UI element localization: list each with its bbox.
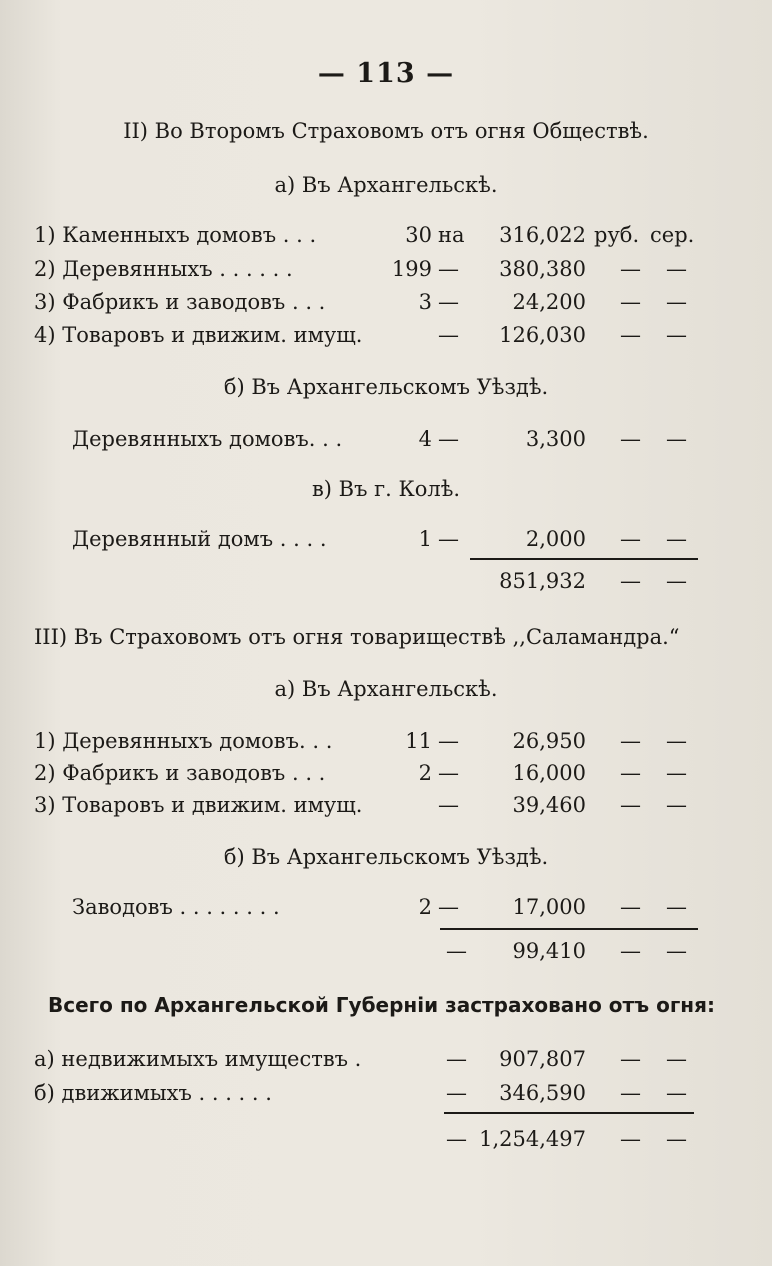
- section-3-sub-b: б) Въ Архангельскомъ Уѣздѣ.: [223, 845, 549, 869]
- section-3-title: III) Въ Страховомъ отъ огня товариществѣ ,,Саламандра.“: [34, 625, 680, 649]
- row-label: а) недвижимыхъ имуществъ .: [34, 1047, 362, 1071]
- row-amount: 126,030: [499, 323, 586, 347]
- row-label: 2) Фабрикъ и заводовъ . . .: [34, 761, 326, 785]
- row-unit-2: —: [666, 290, 687, 314]
- row-label: Заводовъ . . . . . . . .: [72, 895, 280, 919]
- row-label: 3) Фабрикъ и заводовъ . . .: [34, 290, 326, 314]
- sum-rule: [470, 558, 698, 560]
- total-unit-1: —: [620, 1127, 641, 1151]
- row-amount: 26,950: [512, 729, 586, 753]
- summary-title: Всего по Архангельской Губернiи застраховано отъ огня:: [48, 993, 715, 1017]
- row-unit-2: —: [666, 323, 687, 347]
- row-label: б) движимыхъ . . . . . .: [34, 1081, 272, 1105]
- row-label: 3) Товаровъ и движим. имущ.: [34, 793, 363, 817]
- row-count: 199: [391, 257, 432, 281]
- row-amount: 16,000: [512, 761, 586, 785]
- section-3-sub-a: а) Въ Архангельскѣ.: [274, 677, 498, 701]
- total-unit-1: —: [620, 939, 641, 963]
- row-count: 2: [418, 895, 432, 919]
- total-unit-1: —: [620, 569, 641, 593]
- total-dash: —: [446, 1127, 467, 1151]
- section-2-sub-a: а) Въ Архангельскѣ.: [274, 173, 498, 197]
- row-dash: —: [438, 257, 459, 281]
- row-dash: —: [438, 895, 459, 919]
- row-label: Деревянныхъ домовъ. . .: [72, 427, 343, 451]
- section-2-sub-b: б) Въ Архангельскомъ Уѣздѣ.: [223, 375, 549, 399]
- row-unit-2: —: [666, 427, 687, 451]
- row-count: 4: [418, 427, 432, 451]
- row-unit-2: —: [666, 729, 687, 753]
- row-unit-1: —: [620, 257, 641, 281]
- row-unit-2: сер.: [650, 223, 695, 247]
- row-unit-2: —: [666, 793, 687, 817]
- row-unit-1: —: [620, 1047, 641, 1071]
- row-amount: 3,300: [525, 427, 586, 451]
- row-unit-2: —: [666, 1081, 687, 1105]
- row-unit-2: —: [666, 527, 687, 551]
- row-amount: 346,590: [499, 1081, 586, 1105]
- row-unit-1: —: [620, 290, 641, 314]
- row-label: 4) Товаровъ и движим. имущ.: [34, 323, 363, 347]
- row-unit-1: руб.: [594, 223, 640, 247]
- row-dash: —: [446, 1081, 467, 1105]
- row-dash: —: [438, 793, 459, 817]
- row-amount: 2,000: [525, 527, 586, 551]
- row-amount: 17,000: [512, 895, 586, 919]
- row-unit-1: —: [620, 761, 641, 785]
- row-dash: на: [438, 223, 465, 247]
- row-dash: —: [438, 527, 459, 551]
- total-amount: 1,254,497: [479, 1127, 586, 1151]
- row-count: 2: [418, 761, 432, 785]
- row-amount: 24,200: [512, 290, 586, 314]
- row-label: 1) Деревянныхъ домовъ. . .: [34, 729, 333, 753]
- row-unit-2: —: [666, 761, 687, 785]
- row-dash: —: [438, 761, 459, 785]
- row-dash: —: [438, 427, 459, 451]
- row-unit-2: —: [666, 1047, 687, 1071]
- row-unit-1: —: [620, 729, 641, 753]
- row-count: 1: [418, 527, 432, 551]
- total-dash: —: [446, 939, 467, 963]
- total-unit-2: —: [666, 1127, 687, 1151]
- row-unit-1: —: [620, 427, 641, 451]
- sum-rule: [444, 1112, 694, 1114]
- row-amount: 39,460: [512, 793, 586, 817]
- row-dash: —: [438, 290, 459, 314]
- row-unit-2: —: [666, 257, 687, 281]
- row-unit-1: —: [620, 895, 641, 919]
- row-amount: 316,022: [499, 223, 586, 247]
- row-amount: 907,807: [499, 1047, 586, 1071]
- total-amount: 851,932: [499, 569, 586, 593]
- page-number: — 113 —: [317, 58, 455, 89]
- row-count: 3: [418, 290, 432, 314]
- row-unit-2: —: [666, 895, 687, 919]
- total-unit-2: —: [666, 939, 687, 963]
- row-dash: —: [446, 1047, 467, 1071]
- row-dash: —: [438, 729, 459, 753]
- total-amount: 99,410: [512, 939, 586, 963]
- row-label: 1) Каменныхъ домовъ . . .: [34, 223, 317, 247]
- row-label: 2) Деревянныхъ . . . . . .: [34, 257, 293, 281]
- sum-rule: [440, 928, 698, 930]
- total-unit-2: —: [666, 569, 687, 593]
- row-dash: —: [438, 323, 459, 347]
- row-unit-1: —: [620, 793, 641, 817]
- row-unit-1: —: [620, 323, 641, 347]
- section-2-sub-c: в) Въ г. Колѣ.: [311, 477, 461, 501]
- row-amount: 380,380: [499, 257, 586, 281]
- row-label: Деревянный домъ . . . .: [72, 527, 327, 551]
- row-unit-1: —: [620, 527, 641, 551]
- section-2-title: II) Во Второмъ Страховомъ отъ огня Обществѣ.: [123, 119, 649, 143]
- row-count: 11: [405, 729, 432, 753]
- row-unit-1: —: [620, 1081, 641, 1105]
- row-count: 30: [405, 223, 432, 247]
